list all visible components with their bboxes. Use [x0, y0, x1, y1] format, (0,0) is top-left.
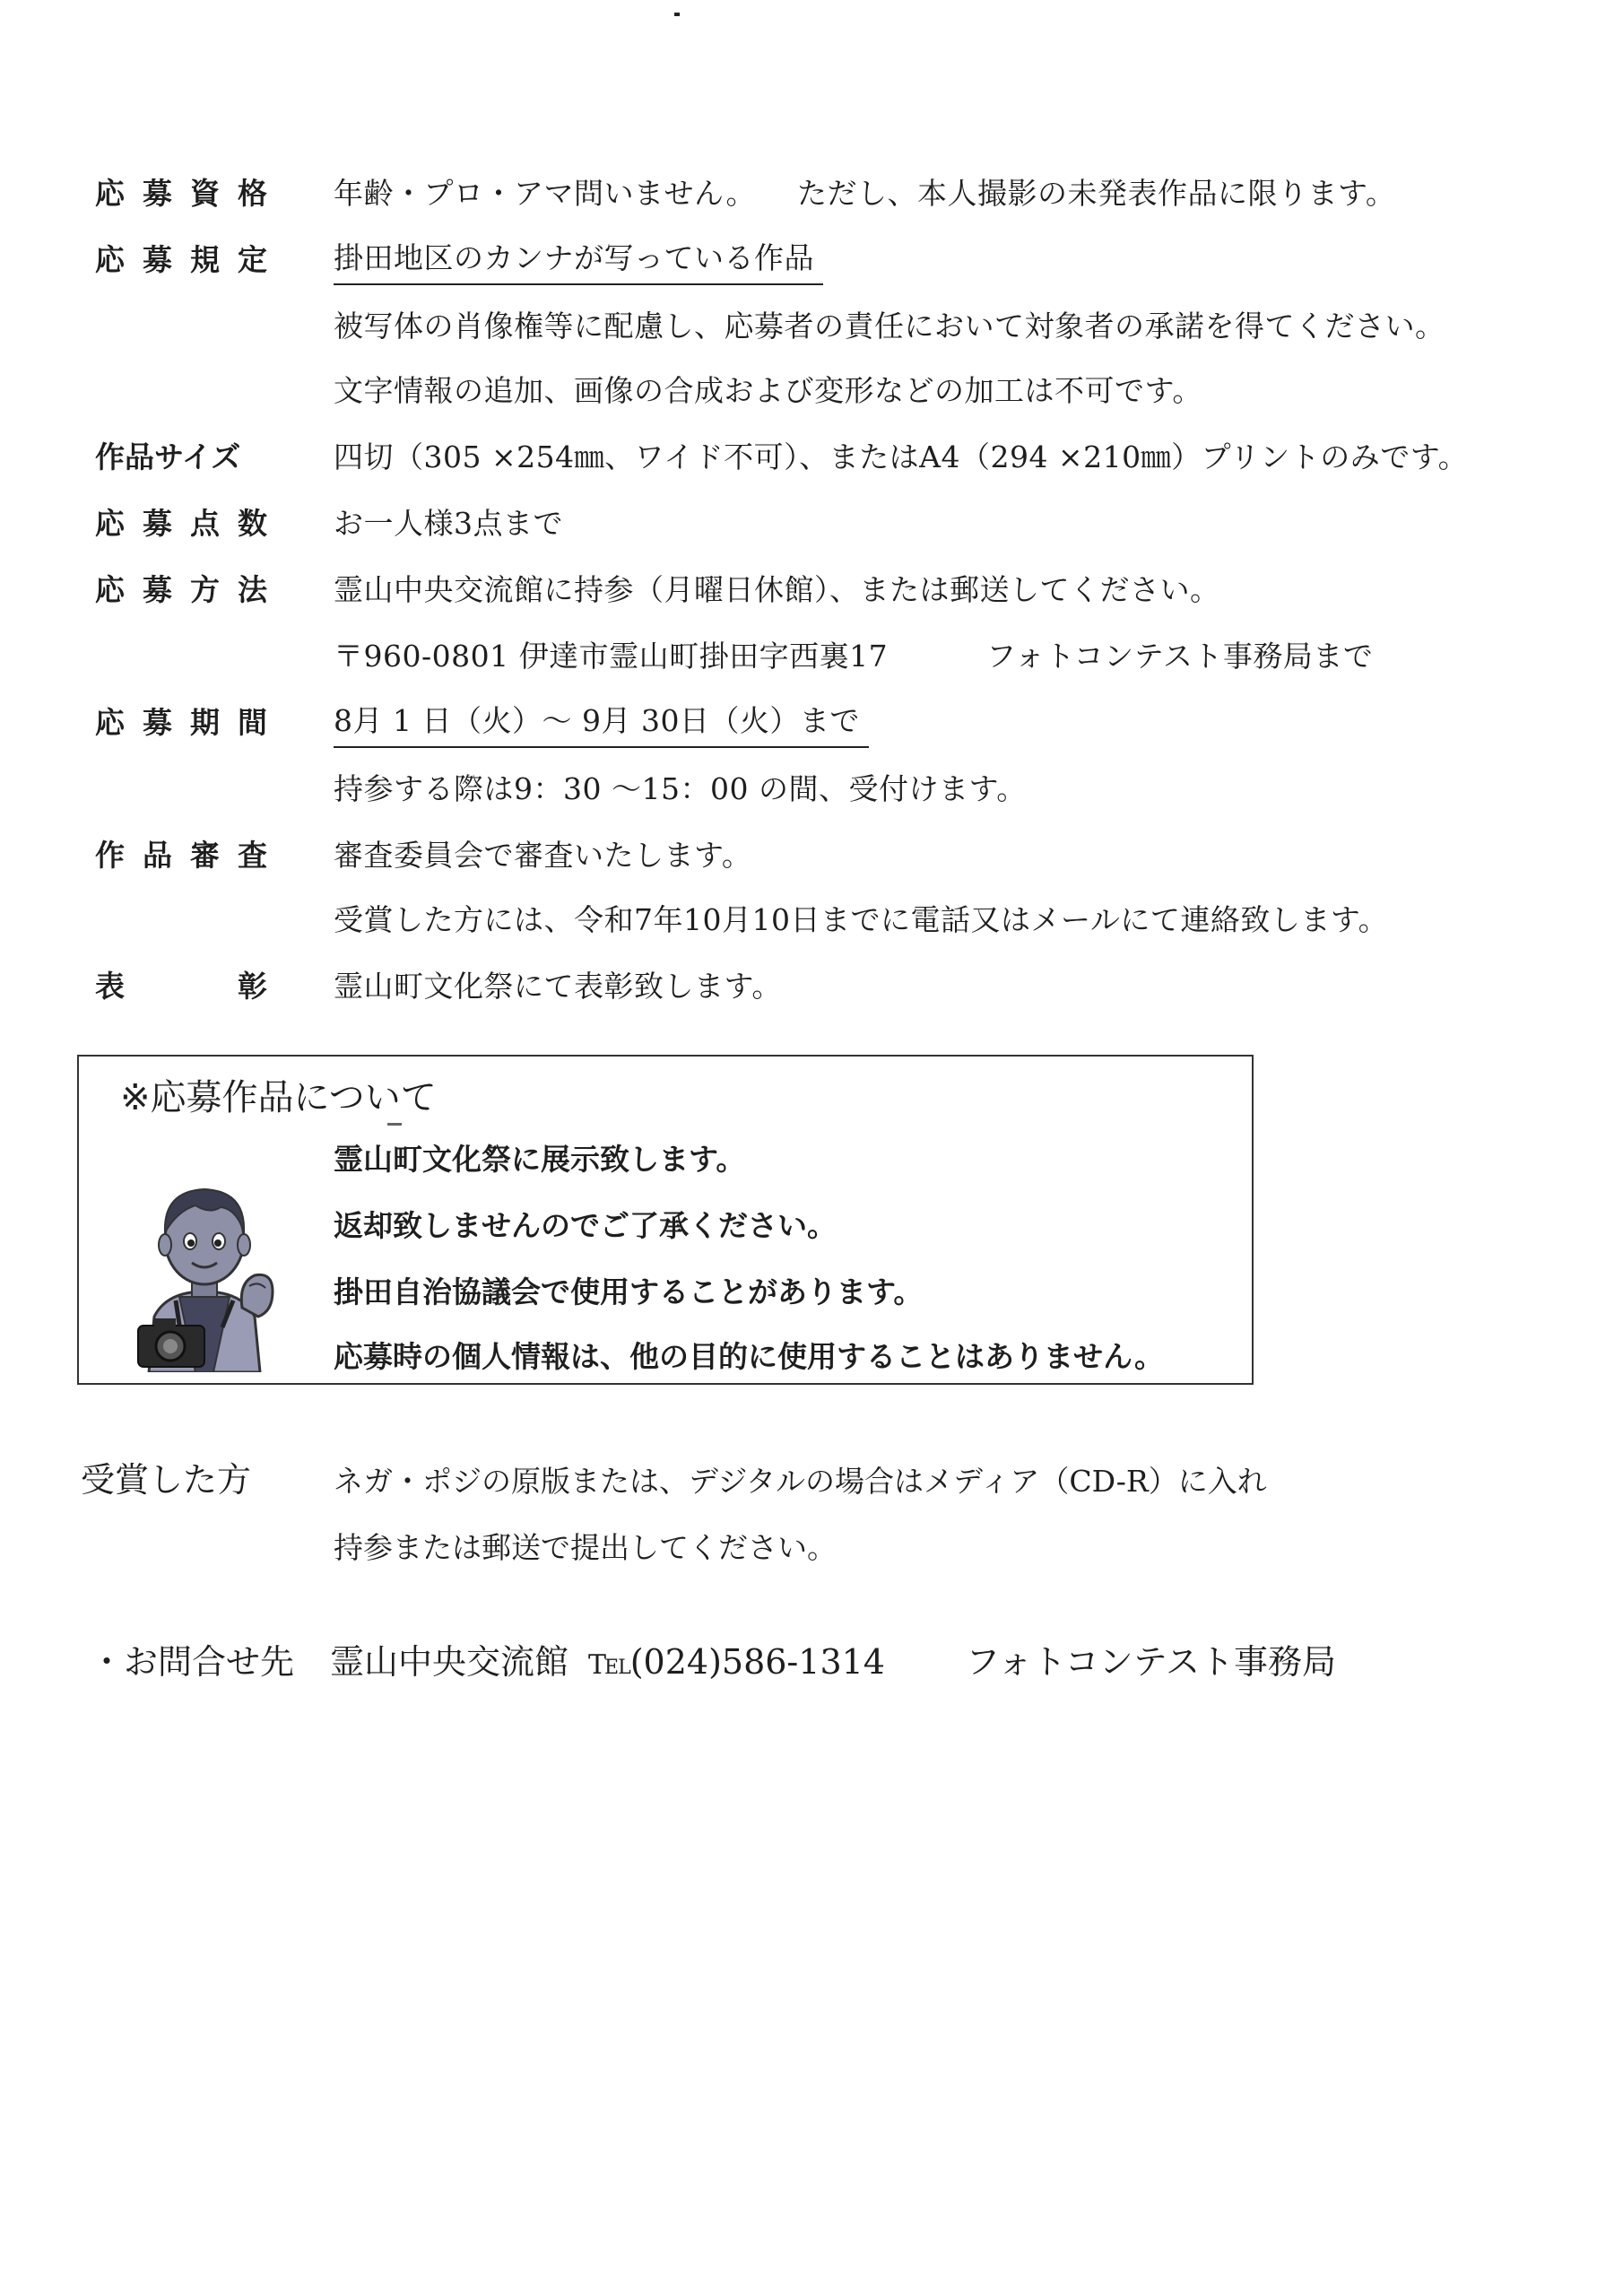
rule-label: [95, 696, 267, 750]
postal-address: 〒960-0801 伊達市霊山町掛田字西裏17: [334, 639, 889, 674]
rule-eligibility: [0, 167, 1623, 221]
rule-text: 掛田地区のカンナが写っている作品: [334, 240, 814, 275]
rule-requirements: [0, 233, 1623, 287]
rule-award: [0, 960, 1623, 1013]
rule-text: 8月 1 日（火）～ 9月 30日（火）まで: [334, 703, 860, 738]
label-char: 募: [143, 572, 172, 607]
rule-label: [95, 829, 267, 883]
label-char: 表: [95, 969, 125, 1004]
notice-title: ※応募作品について: [120, 1077, 437, 1118]
label-char: 規: [190, 242, 220, 277]
rule-count: [0, 497, 1623, 551]
rule-continuation: [0, 364, 1623, 418]
rule-period: [0, 696, 1623, 750]
rule-size: [0, 430, 1623, 484]
rule-continuation: [0, 893, 1623, 947]
rule-value-underlined: [334, 696, 869, 748]
rule-label: [95, 960, 267, 1013]
rule-judging: [0, 829, 1623, 883]
rule-label: [95, 563, 267, 617]
rule-text: 受賞した方には、令和7年10月10日までに電話又はメールにて連絡致します。: [334, 902, 1389, 937]
notice-line: 霊山町文化祭に展示致します。: [334, 1142, 746, 1177]
rule-text: お一人様3点まで: [334, 506, 563, 541]
rule-text: 持参する際は9：30 ～15：00 の間、受付けます。: [334, 771, 1027, 806]
label-char: 点: [190, 506, 220, 541]
rule-text: 被写体の肖像権等に配慮し、応募者の責任において対象者の承諾を得てください。: [334, 309, 1445, 344]
notice-box: [77, 1055, 1254, 1385]
label-char: 応: [95, 572, 125, 607]
label-char: 応: [95, 705, 125, 740]
photographer-illustration: [124, 1157, 285, 1372]
label-char: 法: [238, 572, 267, 607]
label-char: 応: [95, 506, 125, 541]
contact-phone: (024)586-1314: [629, 1642, 885, 1682]
scan-speck: [387, 1123, 402, 1126]
tel-mark: T: [588, 1649, 605, 1681]
label-char: 定: [238, 242, 267, 277]
rule-continuation: [0, 762, 1623, 816]
label-char: 募: [143, 705, 172, 740]
contact-prefix: ・お問合せ先: [90, 1642, 295, 1682]
label-char: 彰: [238, 969, 267, 1004]
winners-label: 受賞した方: [81, 1460, 252, 1500]
rule-text: ただし、本人撮影の未発表作品に限ります。: [796, 176, 1396, 211]
label-char: 間: [238, 705, 267, 740]
contact-line: [90, 1631, 1336, 1693]
rule-text: 霊山中央交流館に持参（月曜日休館）、または郵送してください。: [334, 572, 1220, 607]
label-text: 作品サイズ: [95, 439, 241, 474]
label-char: 資: [190, 176, 220, 211]
rule-label: [95, 233, 267, 287]
rule-value: [334, 630, 1373, 683]
scan-speck: [674, 13, 680, 16]
notice-line: 掛田自治協議会で使用することがあります。: [334, 1274, 924, 1309]
contact-office: フォトコンテスト事務局: [965, 1642, 1337, 1682]
rule-continuation: [0, 630, 1623, 683]
label-char: 格: [238, 176, 267, 211]
rule-text: 審査委員会で審査いたします。: [334, 838, 752, 873]
rule-method: [0, 563, 1623, 617]
label-char: 応: [95, 176, 125, 211]
notice-line: 返却致しませんのでご了承ください。: [334, 1208, 837, 1243]
label-char: 期: [190, 705, 220, 740]
label-char: 方: [190, 572, 220, 607]
label-char: 数: [238, 506, 267, 541]
rule-text: 年齢・プロ・アマ問いません。: [334, 176, 756, 211]
rule-text: 霊山町文化祭にて表彰致します。: [334, 969, 782, 1004]
label-char: 応: [95, 242, 125, 277]
rule-continuation: [0, 300, 1623, 353]
label-char: 審: [190, 838, 220, 873]
label-char: 募: [143, 242, 172, 277]
rule-text: 文字情報の追加、画像の合成および変形などの加工は不可です。: [334, 373, 1202, 408]
label-char: 作: [95, 838, 125, 873]
contact-venue: 霊山中央交流館: [330, 1642, 569, 1682]
label-char: 募: [143, 506, 172, 541]
rule-value: [334, 167, 1395, 221]
rule-text: 四切（305 ×254㎜、ワイド不可）、またはA4（294 ×210㎜）プリントのみです。: [334, 439, 1469, 474]
notice-line: 応募時の個人情報は、他の目的に使用することはありません。: [334, 1339, 1164, 1374]
label-char: 品: [143, 838, 172, 873]
rule-label: [95, 167, 267, 221]
winners-text: 持参または郵送で提出してください。: [334, 1530, 837, 1565]
label-char: 募: [143, 176, 172, 211]
tel-mark: EL: [604, 1657, 630, 1679]
winners-text: ネガ・ポジの原版または、デジタルの場合はメディア（CD-R）に入れ: [334, 1464, 1267, 1499]
label-char: 査: [238, 838, 267, 873]
rule-label: [95, 497, 267, 551]
rule-value-underlined: [334, 233, 823, 285]
rule-label: [95, 430, 267, 484]
address-recipient: フォトコンテスト事務局まで: [986, 639, 1374, 674]
